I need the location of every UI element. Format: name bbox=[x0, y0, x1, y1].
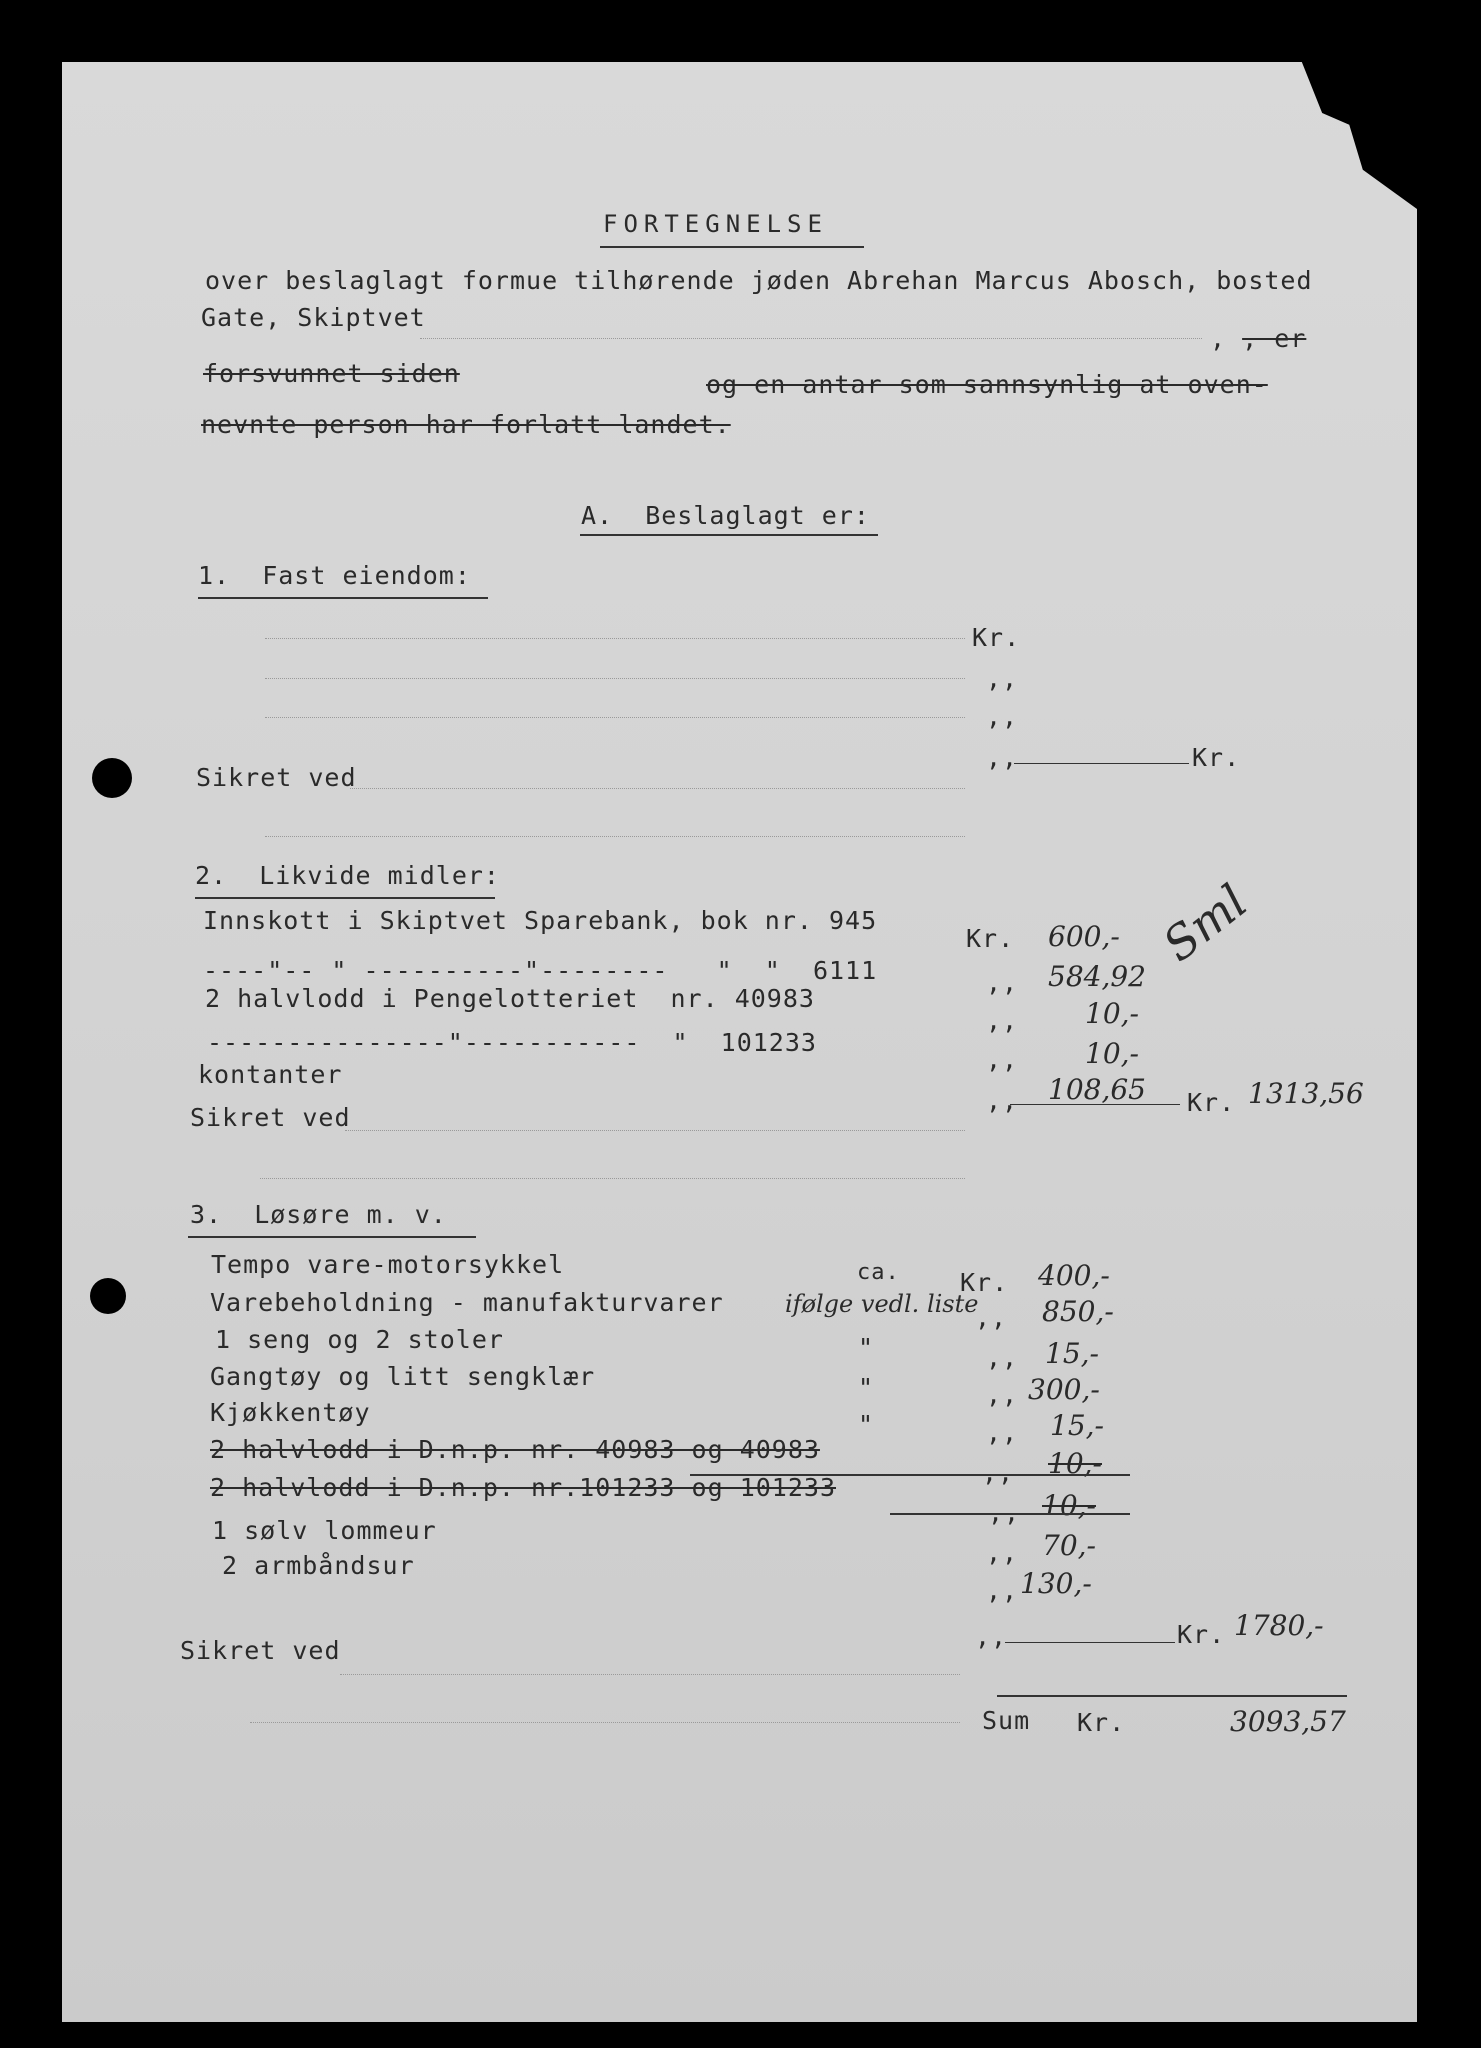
likvide-total-kr: Kr. bbox=[1187, 1088, 1236, 1117]
losore-total-cur: ,, bbox=[975, 1622, 1008, 1651]
losore-row-9-amount: 130,- bbox=[1020, 1567, 1092, 1600]
losore-row-8-desc: 1 sølv lommeur bbox=[212, 1516, 437, 1545]
losore-row-8-cur: ,, bbox=[986, 1538, 1019, 1567]
likvide-sikret-ved: Sikret ved bbox=[190, 1103, 351, 1132]
losore-row-3-mark: " bbox=[858, 1333, 875, 1362]
sum-value: 3093,57 bbox=[1230, 1705, 1346, 1738]
losore-row-4-mark: " bbox=[858, 1373, 875, 1402]
likvide-underline bbox=[195, 897, 495, 899]
section-a-underline bbox=[580, 534, 878, 536]
likvide-sikret-line bbox=[345, 1130, 965, 1131]
losore-row-7-cur: ,, bbox=[988, 1498, 1021, 1527]
likvide-row-2-amount: 584,92 bbox=[1048, 960, 1146, 993]
likvide-row-3-desc: 2 halvlodd i Pengelotteriet nr. 40983 bbox=[205, 984, 815, 1013]
likvide-row-5-amount: 108,65 bbox=[1048, 1073, 1146, 1106]
losore-total-kr: Kr. bbox=[1177, 1620, 1226, 1649]
losore-total: 1780,- bbox=[1234, 1609, 1324, 1642]
handwritten-signature: Sml bbox=[1152, 874, 1257, 972]
fast-eiendom-heading: 1. Fast eiendom: bbox=[198, 561, 471, 590]
losore-row-3-desc: 1 seng og 2 stoler bbox=[215, 1325, 504, 1354]
sum-kr: Kr. bbox=[1077, 1708, 1126, 1737]
losore-heading: 3. Løsøre m. v. bbox=[190, 1200, 447, 1229]
losore-underline bbox=[188, 1236, 476, 1238]
header-line-3-right: og en antar som sannsynlig at oven- bbox=[706, 370, 1268, 399]
fast-kr-2: ,, bbox=[986, 664, 1019, 693]
losore-row-1-desc: Tempo vare-motorsykkel bbox=[211, 1250, 565, 1279]
likvide-row-5-desc: kontanter bbox=[198, 1060, 343, 1089]
losore-row-4-amount: 300,- bbox=[1028, 1373, 1100, 1406]
losore-row-5-cur: ,, bbox=[986, 1418, 1019, 1447]
losore-total-line bbox=[1005, 1642, 1175, 1643]
punch-hole-bottom bbox=[90, 1278, 126, 1314]
fast-sikret-ved: Sikret ved bbox=[196, 763, 357, 792]
losore-sikret-ved: Sikret ved bbox=[180, 1636, 341, 1665]
fast-eiendom-underline bbox=[198, 597, 488, 599]
likvide-row-4-amount: 10,- bbox=[1085, 1037, 1139, 1070]
losore-row-2-desc: Varebeholdning - manufakturvarer bbox=[210, 1288, 724, 1317]
losore-sikret-line-2 bbox=[250, 1722, 960, 1723]
losore-row-7-strike bbox=[890, 1513, 1130, 1515]
likvide-row-3-amount: 10,- bbox=[1085, 997, 1139, 1030]
losore-row-9-desc: 2 armbåndsur bbox=[222, 1551, 415, 1580]
losore-row-6-amount: 10,- bbox=[1048, 1447, 1102, 1480]
fast-sikret-line-2 bbox=[265, 836, 965, 837]
likvide-heading: 2. Likvide midler: bbox=[195, 861, 500, 890]
losore-row-6-cur: ,, bbox=[982, 1458, 1015, 1487]
header-line-2-dotted bbox=[420, 338, 1202, 339]
likvide-row-2-desc: ----"-- " ----------"-------- " " 6111 bbox=[203, 956, 878, 985]
likvide-total-line bbox=[1010, 1104, 1180, 1105]
fast-line-2 bbox=[265, 678, 965, 679]
losore-row-8-amount: 70,- bbox=[1042, 1529, 1096, 1562]
losore-row-5-amount: 15,- bbox=[1050, 1409, 1104, 1442]
likvide-row-2-cur: ,, bbox=[986, 968, 1019, 997]
losore-row-4-desc: Gangtøy og litt sengklær bbox=[210, 1362, 596, 1391]
likvide-row-4-cur: ,, bbox=[986, 1045, 1019, 1074]
header-line-1: over beslaglagt formue tilhørende jøden Abrehan Marcus Abosch, bosted bbox=[205, 266, 1313, 295]
losore-row-2-amount: 850,- bbox=[1042, 1295, 1114, 1328]
likvide-sikret-line-2 bbox=[260, 1178, 965, 1179]
fast-sikret-line bbox=[350, 788, 965, 789]
likvide-row-3-cur: ,, bbox=[986, 1006, 1019, 1035]
losore-sikret-line bbox=[340, 1674, 960, 1675]
section-a-heading: A. Beslaglagt er: bbox=[581, 501, 870, 530]
losore-row-1-amount: 400,- bbox=[1038, 1259, 1110, 1292]
losore-row-9-cur: ,, bbox=[986, 1576, 1019, 1605]
fast-line-3 bbox=[265, 717, 965, 718]
losore-row-7-desc: 2 halvlodd i D.n.p. nr.101233 og 101233 bbox=[210, 1473, 836, 1502]
fast-total-line bbox=[1014, 763, 1189, 764]
losore-hand-note: ifølge vedl. liste bbox=[785, 1290, 979, 1318]
likvide-total: 1313,56 bbox=[1248, 1077, 1364, 1110]
losore-row-5-mark: " bbox=[858, 1410, 875, 1439]
sum-line bbox=[997, 1695, 1347, 1697]
fast-line-1 bbox=[265, 638, 965, 639]
header-er-struck: , er bbox=[1242, 324, 1307, 353]
losore-row-1-cur: Kr. bbox=[960, 1268, 1009, 1297]
fast-kr-3: ,, bbox=[986, 702, 1019, 731]
fast-total-kr: Kr. bbox=[1192, 743, 1241, 772]
likvide-row-5-cur: ,, bbox=[986, 1086, 1019, 1115]
header-line-4: nevnte person har forlatt landet. bbox=[201, 410, 731, 439]
losore-ca: ca. bbox=[857, 1260, 900, 1285]
likvide-row-1-cur: Kr. bbox=[966, 924, 1015, 953]
header-line-2-end bbox=[1210, 326, 1306, 351]
page-title: FORTEGNELSE bbox=[603, 210, 828, 238]
header-comma: , bbox=[1210, 324, 1243, 353]
losore-row-5-desc: Kjøkkentøy bbox=[210, 1398, 371, 1427]
punch-hole-top bbox=[92, 758, 132, 798]
losore-row-4-cur: ,, bbox=[986, 1380, 1019, 1409]
sum-label: Sum bbox=[982, 1706, 1031, 1735]
fast-kr-1: Kr. bbox=[972, 623, 1021, 652]
losore-row-2-cur: ,, bbox=[975, 1303, 1008, 1332]
losore-row-6-desc: 2 halvlodd i D.n.p. nr. 40983 og 40983 bbox=[210, 1435, 820, 1464]
title-underline bbox=[600, 246, 864, 248]
losore-row-3-amount: 15,- bbox=[1045, 1337, 1099, 1370]
likvide-row-1-amount: 600,- bbox=[1048, 920, 1120, 953]
likvide-row-1-desc: Innskott i Skiptvet Sparebank, bok nr. 945 bbox=[203, 906, 878, 935]
fast-kr-4: ,, bbox=[986, 743, 1019, 772]
losore-row-3-cur: ,, bbox=[986, 1343, 1019, 1372]
losore-row-7-amount: 10,- bbox=[1042, 1489, 1096, 1522]
likvide-row-4-desc: ---------------"----------- " 101233 bbox=[207, 1028, 817, 1057]
header-line-3-left: forsvunnet siden bbox=[203, 359, 460, 388]
header-line-2: Gate, Skiptvet bbox=[201, 303, 426, 332]
